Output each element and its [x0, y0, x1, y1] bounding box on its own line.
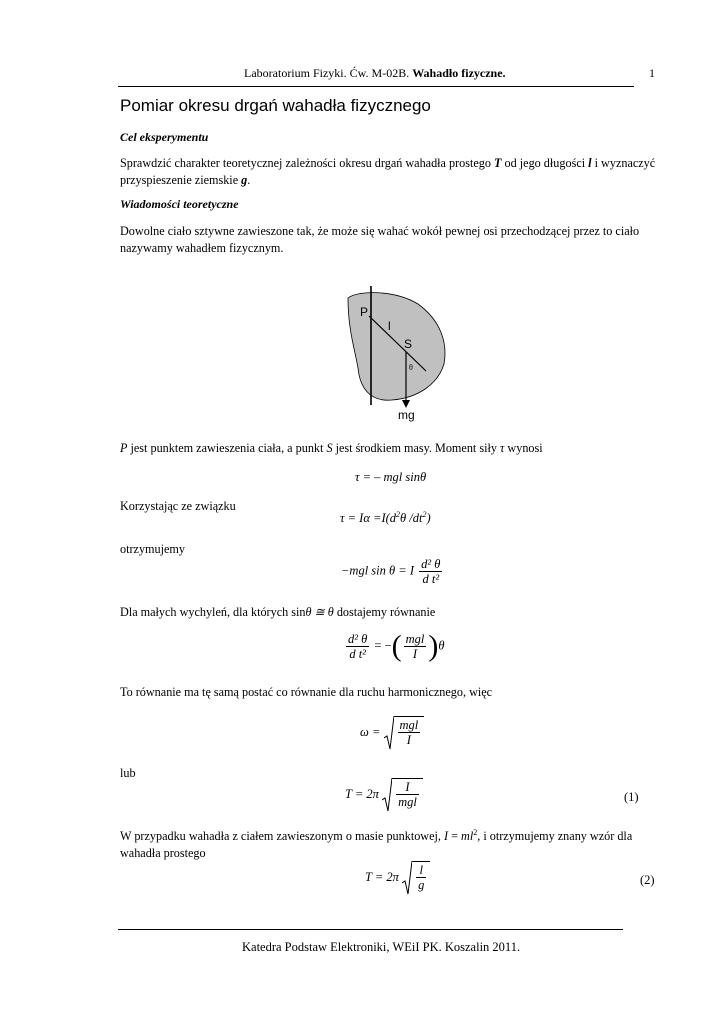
- or-paragraph: lub: [120, 766, 136, 780]
- page-title: Pomiar okresu drgań wahadła fizycznego: [120, 96, 431, 115]
- obtain-paragraph: otrzymujemy: [120, 542, 185, 556]
- page-footer: Katedra Podstaw Elektroniki, WEiI PK. Koszalin 2011.: [242, 940, 521, 954]
- theory-paragraph: Dowolne ciało sztywne zawieszone tak, że może się wahać wokół pewnej osi przechodzącej przez to ciało nazywamy wahadłem fizycznym.: [120, 224, 640, 255]
- relation-paragraph: Korzystając ze związku: [120, 499, 236, 513]
- simple-pendulum-paragraph: W przypadku wahadła z ciałem zawieszonym o masie punktowej, $I = ml^2$, i otrzymujemy znany wzór dla wahadła prostego: [120, 827, 633, 860]
- equation-period-simple: T = 2π $\frac{l}{g}$: [365, 861, 430, 895]
- small-angle-paragraph: Dla małych wychyleń, dla których sinθ ≅ θ dostajemy równanie: [120, 605, 436, 619]
- equation-angular: $\tau = I\alpha =I(d^2\theta$ $/dt^2$): [340, 509, 431, 525]
- running-header: [244, 66, 506, 81]
- label-theta: θ: [409, 363, 413, 372]
- header-topic: Wahadło fizyczne.: [412, 66, 506, 80]
- harmonic-paragraph: To równanie ma tę samą postać co równanie dla ruchu harmonicznego, więc: [120, 685, 493, 699]
- equation-torque: τ = – mgl sinθ: [355, 470, 427, 484]
- equation-number-2: (2): [640, 873, 655, 887]
- goal-paragraph: Sprawdzić charakter teoretycznej zależności okresu drgań wahadła prostego T od jego długości l i wyznaczyć przyspieszenie ziemskie g.: [120, 156, 656, 187]
- header-rule: [118, 86, 634, 87]
- equation-linearized: $\frac{\text{d² θ}}{\text{d t²}}$ = −( $\frac{\text{mgl}}{I}$ )θ: [348, 629, 445, 663]
- moment-paragraph: P jest punktem zawieszenia ciała, a punkt S jest środkiem masy. Moment siły τ wynosi: [120, 441, 543, 455]
- theory-heading: Wiadomości teoretyczne: [120, 197, 239, 211]
- weight-arrowhead: [402, 400, 410, 408]
- label-P: P: [360, 305, 369, 319]
- label-S: S: [404, 337, 413, 351]
- header-course: Laboratorium Fizyki. Ćw. M-02B.: [244, 66, 413, 80]
- pendulum-figure: [340, 280, 450, 425]
- equation-number-1: (1): [624, 790, 639, 804]
- label-mg: mg: [398, 408, 415, 422]
- equation-omega: ω = $\frac{\text{mgl}}{I}$: [360, 716, 424, 750]
- page-number: 1: [649, 66, 655, 80]
- label-l: l: [388, 319, 391, 333]
- equation-period-physical: T = 2π $\frac{I}{\text{mgl}}$: [345, 778, 423, 812]
- footer-rule: [118, 929, 623, 930]
- goal-heading: Cel eksperymentu: [120, 130, 209, 144]
- equation-motion: −mgl sin θ = I $\frac{\text{d² θ}}{\text{d t²}}$: [341, 557, 441, 586]
